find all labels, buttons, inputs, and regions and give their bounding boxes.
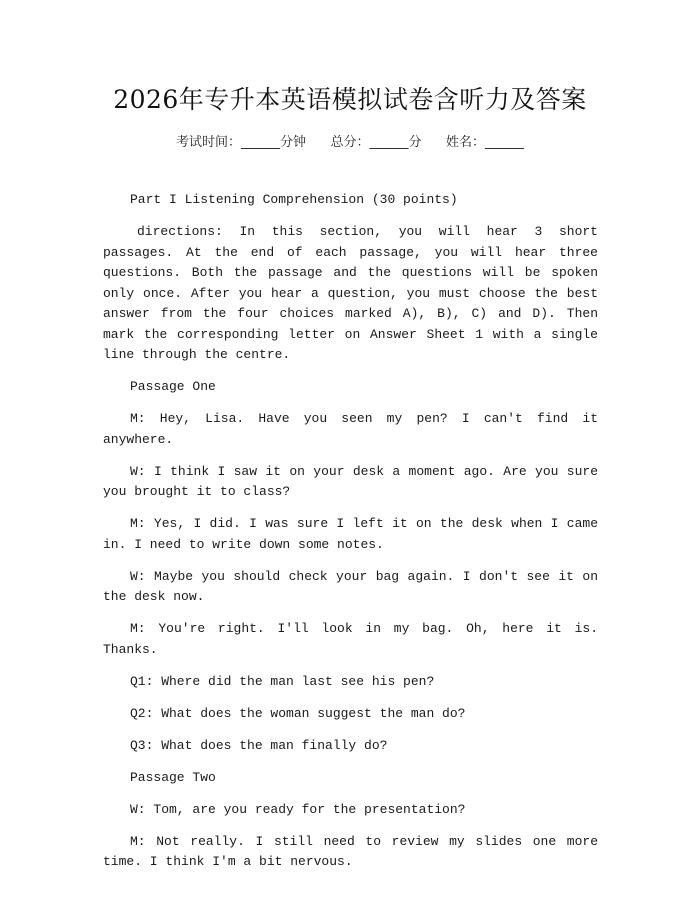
question-line: Q3: What does the man finally do? — [130, 737, 388, 753]
document-body — [103, 190, 598, 884]
dialogue-line: W: I think I saw it on your desk a moment ago. Are you sure you brought it to class? — [103, 463, 598, 499]
dialogue-line: W: Tom, are you ready for the presentation? — [130, 801, 466, 817]
question-line: Q1: Where did the man last see his pen? — [130, 673, 435, 689]
section-heading: Part I Listening Comprehension (30 points) — [130, 192, 458, 207]
directions-paragraph: directions: In this section, you will hear 3 short passages. At the end of each passage, you will hear three questions. Both the passage and the questions will be spoken only once. After you hear a question, you must choose the best answer from the four choices marked A), B), C) and D). Then mark the corresponding letter on Answer Sheet 1 with a single line through the centre. — [103, 224, 598, 362]
dialogue-line: W: Maybe you should check your bag again. I don't see it on the desk now. — [103, 568, 598, 604]
passage-heading: Passage Two — [130, 769, 216, 785]
exam-info-line — [0, 131, 700, 150]
dialogue-line: M: Not really. I still need to review my slides one more time. I think I'm a bit nervous. — [103, 833, 598, 869]
dialogue-line: M: You're right. I'll look in my bag. Oh, here it is. Thanks. — [103, 621, 598, 657]
document-title: 2026年专升本英语模拟试卷含听力及答案 — [113, 85, 587, 114]
dialogue-line: M: Hey, Lisa. Have you seen my pen? I can't find it anywhere. — [103, 411, 598, 447]
question-line: Q2: What does the woman suggest the man do? — [130, 705, 466, 721]
exam-info-text: 考试时间：______分钟 总分：______分 姓名：______ — [175, 135, 525, 150]
passage-heading: Passage One — [130, 379, 216, 394]
dialogue-line: M: Yes, I did. I was sure I left it on the desk when I came in. I need to write down some notes. — [103, 516, 598, 552]
